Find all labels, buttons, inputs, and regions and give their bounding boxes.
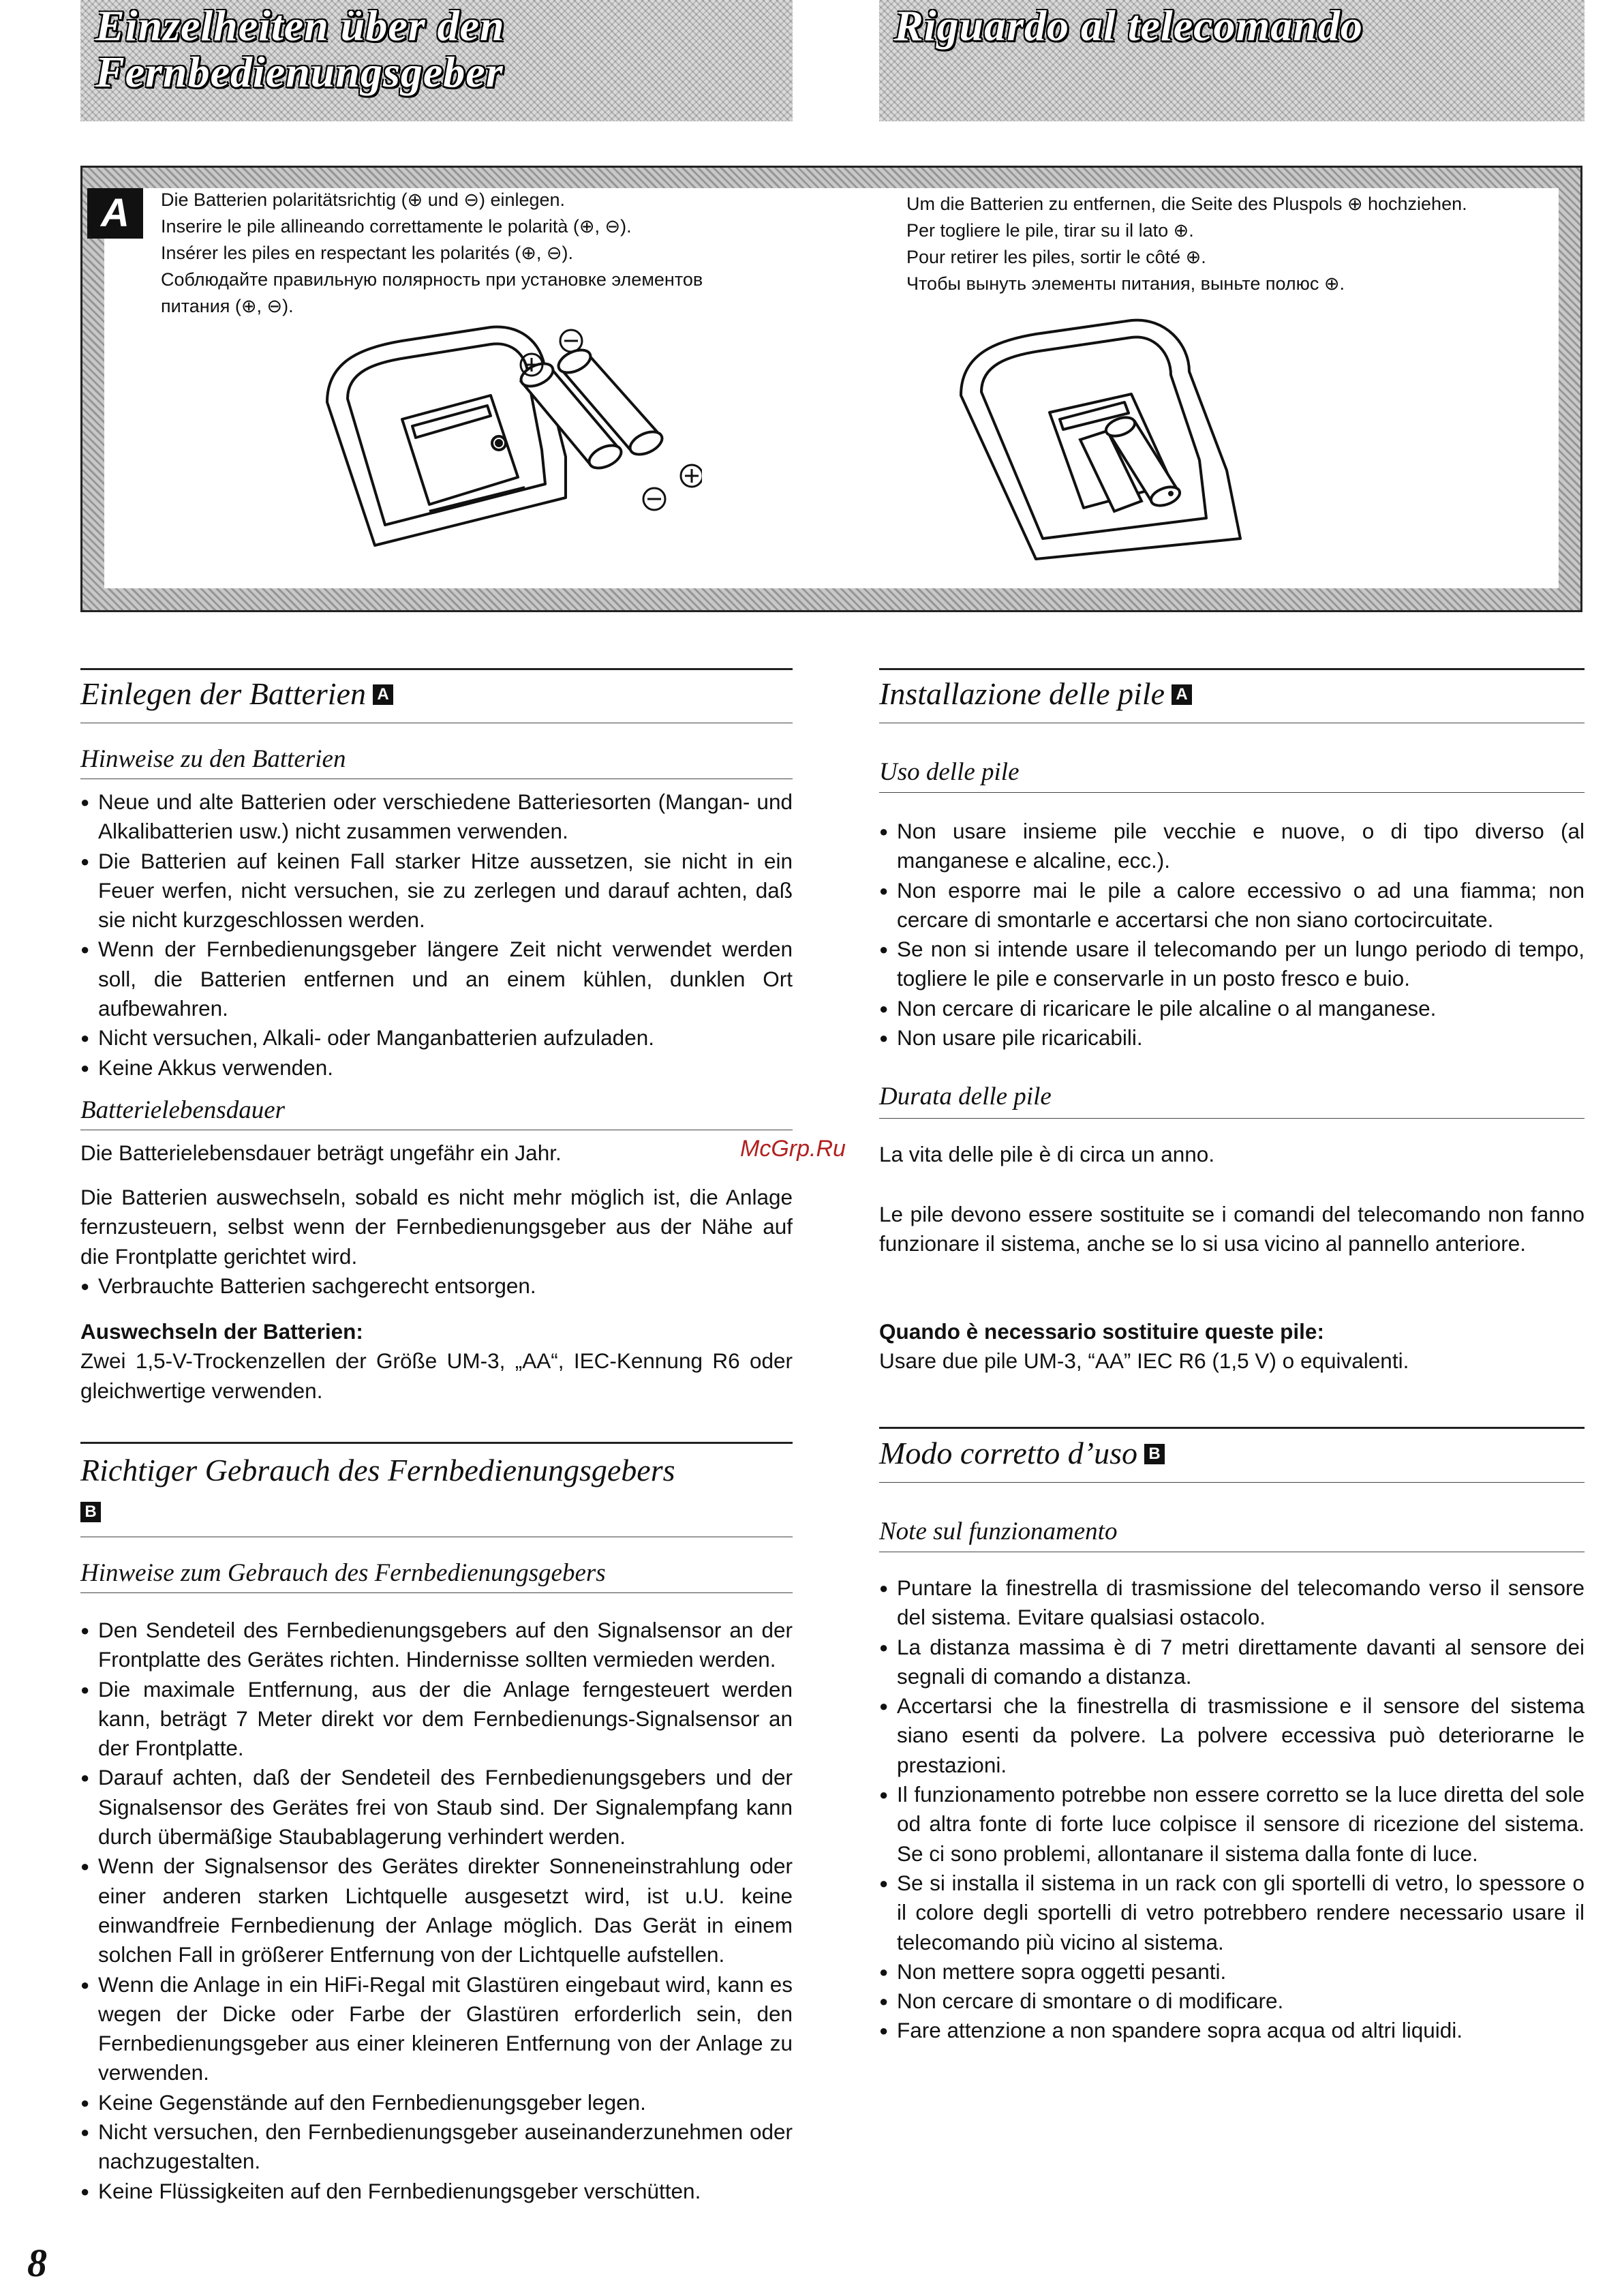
instruction-line: Die Batterien polaritätsrichtig (⊕ und ⊖) einlegen.	[161, 190, 566, 210]
list-item: ● Darauf achten, daß der Sendeteil des Fernbedienungsgebers und der Signalsensor des Gerätes frei von Staub sind. Der Signalempfang kann durch übermäßige Staubablagerung verhindert werden.	[80, 1763, 793, 1852]
list-item: ● Nicht versuchen, den Fernbedienungsgeber auseinanderzunehmen oder nachzugestalten.	[80, 2117, 793, 2177]
list-item: ● Non usare pile ricaricabili.	[879, 1023, 1585, 1053]
header-title-right: Riguardo al telecomando	[894, 1, 1363, 50]
list-item: ● Keine Flüssigkeiten auf den Fernbedienungsgeber verschütten.	[80, 2177, 793, 2206]
right-replace-block	[879, 1317, 1585, 1376]
left-section1-title	[80, 676, 393, 712]
right-sub1-list	[879, 817, 1585, 1053]
header-banner-left	[80, 0, 793, 121]
left-sub1-list	[80, 787, 793, 1083]
list-item: ● Wenn der Fernbedienungsgeber längere Zeit nicht verwendet werden soll, die Batterien entfernen und an einem kühlen, dunklen Ort aufbewahren.	[80, 935, 793, 1023]
list-item: ● Die maximale Entfernung, aus der die Anlage ferngesteuert werden kann, beträgt 7 Meter direkt vor dem Fernbedienungs-Signalsensor an der Frontplatte.	[80, 1675, 793, 1764]
instruction-line: Per togliere le pile, tirar su il lato ⊕.	[906, 220, 1194, 241]
list-item: ● La distanza massima è di 7 metri direttamente davanti al sensore dei segnali di comando a distanza.	[879, 1633, 1585, 1692]
list-item: ● Nicht versuchen, Alkali- oder Manganbatterien aufzuladen.	[80, 1023, 793, 1053]
section-badge-b: B	[1144, 1444, 1165, 1464]
watermark: McGrp.Ru	[740, 1136, 846, 1162]
right-section1-title-text: Installazione delle pile	[879, 676, 1165, 711]
left-replace-when-text: Die Batterien auswechseln, sobald es nicht mehr möglich ist, die Anlage fernzusteuern, selbst wenn der Fernbedienungsgeber aus der Nähe auf die Frontplatte gerichtet wird.	[80, 1185, 793, 1269]
instruction-line: Inserire le pile allineando correttamente le polarità (⊕, ⊖).	[161, 216, 632, 237]
battery-insert-illustration	[320, 320, 702, 566]
left-sub3-list	[80, 1616, 793, 2206]
left-replace-title: Auswechseln der Batterien:	[80, 1319, 363, 1344]
instruction-line: Соблюдайте правильную полярность при установке элементов	[161, 269, 703, 290]
left-sub2-lifetime	[80, 1138, 793, 1168]
header-banner-right	[879, 0, 1585, 121]
right-section1-top-rule	[879, 668, 1585, 670]
right-sub2-lifetime	[879, 1140, 1585, 1169]
right-replace-when-text: Le pile devono essere sostituite se i comandi del telecomando non fanno funzionare il sistema, anche se lo si usa vicino al pannello anteriore.	[879, 1202, 1585, 1256]
left-section2-title-text: Richtiger Gebrauch des Fernbedienungsgebers	[80, 1453, 675, 1487]
section-badge-b: B	[80, 1502, 101, 1522]
left-section1-top-rule	[80, 668, 793, 670]
panel-a-insert-instructions	[161, 187, 703, 320]
left-sub3-title: Hinweise zum Gebrauch des Fernbedienungsgebers	[80, 1559, 606, 1587]
right-sub2-replace-info	[879, 1200, 1585, 1259]
right-sub2-title: Durata delle pile	[879, 1083, 1052, 1111]
right-section2-title-text: Modo corretto d’uso	[879, 1436, 1138, 1470]
instruction-line: Insérer les piles en respectant les polarités (⊕, ⊖).	[161, 243, 573, 263]
list-item: ● Den Sendeteil des Fernbedienungsgebers auf den Signalsensor an der Frontplatte des Gerätes richten. Hindernisse sollten vermieden werden.	[80, 1616, 793, 1675]
list-item: ● Accertarsi che la finestrella di trasmissione e il sensore del sistema siano esenti da polvere. La polvere eccessiva può deteriorarne le prestazioni.	[879, 1691, 1585, 1780]
battery-remove-illustration	[954, 314, 1308, 573]
right-section2-top-rule	[879, 1427, 1585, 1429]
list-item: ● Keine Akkus verwenden.	[80, 1053, 793, 1083]
left-section2-top-rule	[80, 1442, 793, 1444]
right-sub1-rule	[879, 792, 1585, 793]
panel-a-badge: A	[87, 188, 143, 239]
list-item: ● Die Batterien auf keinen Fall starker Hitze aussetzen, sie nicht in ein Feuer werfen, nicht versuchen, sie zu zerlegen und darauf achten, daß sie nicht kurzgeschlossen werden.	[80, 847, 793, 935]
right-battery-life-text: La vita delle pile è di circa un anno.	[879, 1142, 1215, 1166]
right-replace-text: Usare due pile UM-3, “AA” IEC R6 (1,5 V) o equivalenti.	[879, 1348, 1409, 1374]
list-item: ● Non cercare di ricaricare le pile alcaline o al manganese.	[879, 994, 1585, 1023]
left-section2-title	[80, 1450, 793, 1532]
list-item: ● Fare attenzione a non spandere sopra acqua od altri liquidi.	[879, 2016, 1585, 2045]
list-item: ● Wenn die Anlage in ein HiFi-Regal mit Glastüren eingebaut wird, kann es wegen der Dicke oder Farbe der Glastüren erforderlich sein, den Fernbedienungsgeber aus einer kleineren Entfernung von der Anlage zu verwenden.	[80, 1970, 793, 2088]
section-badge-a: A	[373, 684, 393, 705]
left-replace-block	[80, 1317, 793, 1406]
right-sub3-list	[879, 1573, 1585, 2046]
list-item: ● Neue und alte Batterien oder verschiedene Batteriesorten (Mangan- und Alkalibatterien usw.) nicht zusammen verwenden.	[80, 787, 793, 847]
instruction-line: Um die Batterien zu entfernen, die Seite des Pluspols ⊕ hochziehen.	[906, 194, 1467, 214]
left-sub3-rule	[80, 1592, 793, 1593]
right-sub1-title: Uso delle pile	[879, 758, 1020, 786]
header-title-left	[95, 3, 505, 95]
list-item: ● Il funzionamento potrebbe non essere corretto se la luce diretta del sole od altra fonte di forte luce colpisce il sensore di ricezione del sistema. Se ci sono problemi, allontanare il sistema dalla fonte di luce.	[879, 1780, 1585, 1869]
right-section2-title	[879, 1436, 1165, 1471]
right-section1-title	[879, 676, 1192, 712]
right-section2-bottom-rule	[879, 1482, 1585, 1483]
left-section1-title-text: Einlegen der Batterien	[80, 676, 366, 711]
list-item: ● Non esporre mai le pile a calore eccessivo o ad una fiamma; non cercare di smontarle e accertarsi che non siano cortocircuitate.	[879, 876, 1585, 935]
instruction-line: Чтобы вынуть элементы питания, выньте полюс ⊕.	[906, 273, 1345, 294]
panel-a-remove-instructions	[906, 191, 1467, 297]
left-replace-text: Zwei 1,5-V-Trockenzellen der Größe UM-3, „AA“, IEC-Kennung R6 oder gleichwertige verwenden.	[80, 1348, 793, 1403]
list-item: ● Non mettere sopra oggetti pesanti.	[879, 1957, 1585, 1987]
left-sub1-title: Hinweise zu den Batterien	[80, 745, 346, 773]
instruction-line: Pour retirer les piles, sortir le côté ⊕.	[906, 247, 1206, 267]
left-sub2-replace-info	[80, 1183, 793, 1301]
list-item: ● Puntare la finestrella di trasmissione del telecomando verso il sensore del sistema. Evitare qualsiasi ostacolo.	[879, 1573, 1585, 1633]
header-title-left-line1: Einzelheiten über den	[95, 1, 505, 50]
right-replace-title: Quando è necessario sostituire queste pile:	[879, 1319, 1324, 1344]
right-sub3-title: Note sul funzionamento	[879, 1517, 1118, 1545]
list-item: ● Wenn der Signalsensor des Gerätes direkter Sonneneinstrahlung oder einer anderen starken Lichtquelle ausgesetzt wird, ist u.U. keine einwandfreie Fernbedienung der Anlage möglich. Das Gerät in einem solchen Fall in größerer Entfernung von der Lichtquelle aufstellen.	[80, 1852, 793, 1969]
page-number: 8	[27, 2241, 47, 2285]
list-item: ● Se non si intende usare il telecomando per un lungo periodo di tempo, togliere le pile e conservarle in un posto fresco e buio.	[879, 935, 1585, 994]
list-item: ● Se si installa il sistema in un rack con gli sportelli di vetro, lo spessore o il colore degli sportelli di vetro potrebbero rendere necessario usare il telecomando più vicino al sistema.	[879, 1869, 1585, 1957]
section-badge-a: A	[1172, 684, 1192, 705]
right-sub2-rule	[879, 1118, 1585, 1119]
left-sub2-title: Batterielebensdauer	[80, 1096, 286, 1124]
left-battery-life-text: Die Batterielebensdauer beträgt ungefähr ein Jahr.	[80, 1141, 562, 1165]
instruction-line: питания (⊕, ⊖).	[161, 296, 294, 316]
list-item: ● Verbrauchte Batterien sachgerecht entsorgen.	[80, 1271, 793, 1301]
list-item: ● Keine Gegenstände auf den Fernbedienungsgeber legen.	[80, 2088, 793, 2117]
list-item: ● Non usare insieme pile vecchie e nuove, o di tipo diverso (al manganese e alcaline, ecc.).	[879, 817, 1585, 876]
header-title-left-line2: Fernbedienungsgeber	[95, 48, 504, 96]
list-item: ● Non cercare di smontare o di modificare.	[879, 1987, 1585, 2016]
